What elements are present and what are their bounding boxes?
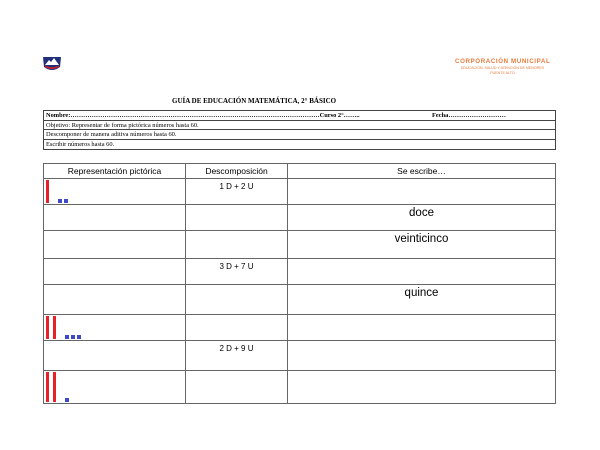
- date-field[interactable]: Fecha………………………: [432, 112, 506, 119]
- written-cell[interactable]: doce: [288, 205, 556, 231]
- table-row: [44, 285, 556, 315]
- written-cell[interactable]: [288, 371, 556, 404]
- table-row: [44, 315, 556, 341]
- written-cell[interactable]: [288, 259, 556, 285]
- pictorial-cell[interactable]: [44, 179, 186, 205]
- tens-bar: [46, 372, 49, 402]
- pictorial-cell[interactable]: [44, 371, 186, 404]
- written-cell[interactable]: veinticinco: [288, 231, 556, 259]
- corporacion-municipal-logo: [455, 58, 550, 80]
- decomposition-cell[interactable]: 3 D + 7 U: [186, 259, 288, 285]
- table-header-row: [44, 164, 556, 179]
- unit-square: [58, 199, 62, 203]
- table-row: [44, 231, 556, 259]
- written-cell[interactable]: [288, 179, 556, 205]
- mountain-logo-icon: [42, 54, 62, 74]
- org-city: PUENTE ALTO: [490, 71, 515, 75]
- pictorial-cell[interactable]: [44, 341, 186, 371]
- decomposition-cell[interactable]: [186, 205, 288, 231]
- tens-bar: [46, 316, 49, 339]
- pictorial-cell[interactable]: [44, 315, 186, 341]
- table-row: [44, 371, 556, 404]
- guide-title: GUÍA DE EDUCACIÓN MATEMÁTICA, 2° BÁSICO: [172, 97, 337, 105]
- exercise-table: [43, 163, 556, 404]
- name-field[interactable]: Nombre:………………………………………………………………………………………………………Curso 2°……..: [46, 112, 360, 119]
- objective-row: Objetivo: Representar de forma pictórica números hasta 60.: [44, 121, 555, 131]
- decomposition-cell[interactable]: [186, 315, 288, 341]
- written-cell[interactable]: [288, 341, 556, 371]
- tens-bar: [46, 180, 49, 203]
- table-row: [44, 205, 556, 231]
- header-written: Se escribe…: [288, 164, 556, 179]
- unit-square: [71, 335, 75, 339]
- decomposition-cell[interactable]: [186, 231, 288, 259]
- tens-bar: [53, 372, 56, 402]
- org-subtitle: EDUCACIÓN, SALUD Y ATENCIÓN DE MENORES: [460, 66, 545, 70]
- pictorial-cell[interactable]: [44, 259, 186, 285]
- decomposition-cell[interactable]: 2 D + 9 U: [186, 341, 288, 371]
- pictorial-cell[interactable]: [44, 285, 186, 315]
- decomposition-cell[interactable]: 1 D + 2 U: [186, 179, 288, 205]
- pictorial-cell[interactable]: [44, 205, 186, 231]
- table-row: [44, 341, 556, 371]
- objective-item-2: Escribir números hasta 60.: [46, 140, 115, 148]
- unit-square: [65, 398, 69, 402]
- header-decomposition: Descomposición: [186, 164, 288, 179]
- tens-bar: [53, 316, 56, 339]
- table-row: [44, 259, 556, 285]
- name-row: [44, 111, 555, 121]
- student-info-box: [43, 110, 556, 150]
- header-pictorial: Representación pictórica: [44, 164, 186, 179]
- unit-square: [65, 335, 69, 339]
- table-row: [44, 179, 556, 205]
- org-name: CORPORACIÓN MUNICIPAL: [455, 58, 551, 65]
- unit-square: [64, 199, 68, 203]
- objective-item-1: Descomponer de manera aditiva números hasta 60.: [44, 130, 555, 140]
- pictorial-cell[interactable]: [44, 231, 186, 259]
- decomposition-cell[interactable]: [186, 371, 288, 404]
- decomposition-cell[interactable]: [186, 285, 288, 315]
- written-cell[interactable]: quince: [288, 285, 556, 315]
- written-cell[interactable]: [288, 315, 556, 341]
- unit-square: [77, 335, 81, 339]
